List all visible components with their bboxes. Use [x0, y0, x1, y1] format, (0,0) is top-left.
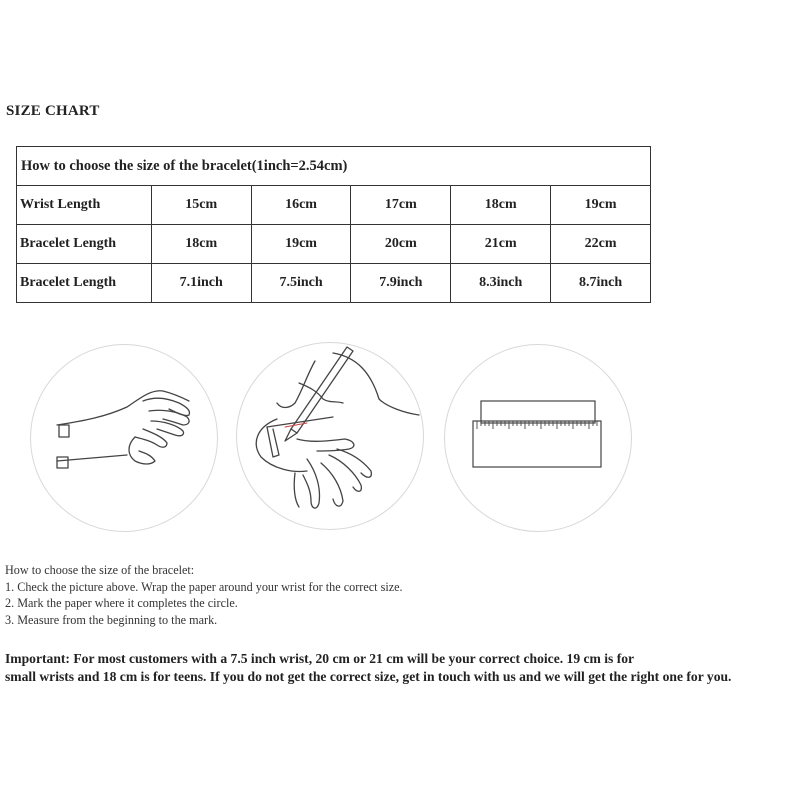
- table-cell: 7.1inch: [151, 264, 251, 303]
- table-cell: 18cm: [451, 186, 551, 225]
- instructions-block: [5, 562, 403, 628]
- page-title: SIZE CHART: [6, 103, 100, 119]
- table-row: [17, 186, 651, 225]
- instruction-step: 2. Mark the paper where it completes the circle.: [5, 596, 238, 610]
- table-cell: 19cm: [551, 186, 651, 225]
- important-note: [5, 650, 795, 686]
- ruler-measure-icon: [444, 344, 632, 532]
- table-cell: 20cm: [351, 225, 451, 264]
- table-cell: 8.3inch: [451, 264, 551, 303]
- instruction-step: 1. Check the picture above. Wrap the paper around your wrist for the correct size.: [5, 579, 403, 594]
- table-cell: 18cm: [151, 225, 251, 264]
- table-header: How to choose the size of the bracelet(1inch=2.54cm): [17, 147, 651, 186]
- table-cell: 7.9inch: [351, 264, 451, 303]
- table-row: [17, 225, 651, 264]
- row-label-bracelet-length-inch: Bracelet Length: [17, 264, 152, 303]
- important-line: small wrists and 18 cm is for teens. If you do not get the correct size, get in touch with us and we will get the right one for you.: [5, 669, 732, 684]
- table-cell: 22cm: [551, 225, 651, 264]
- hand-wrap-paper-icon: [30, 344, 218, 532]
- table-cell: 7.5inch: [251, 264, 351, 303]
- size-chart-table: [16, 146, 651, 303]
- table-cell: 16cm: [251, 186, 351, 225]
- table-cell: 19cm: [251, 225, 351, 264]
- table-cell: 8.7inch: [551, 264, 651, 303]
- row-label-wrist-length: Wrist Length: [17, 186, 152, 225]
- table-cell: 21cm: [451, 225, 551, 264]
- table-cell: 15cm: [151, 186, 251, 225]
- table-cell: 17cm: [351, 186, 451, 225]
- row-label-bracelet-length-cm: Bracelet Length: [17, 225, 152, 264]
- important-line: Important: For most customers with a 7.5 inch wrist, 20 cm or 21 cm will be your correct choice. 19 cm is for: [5, 651, 635, 666]
- hand-mark-pen-icon: [236, 342, 424, 530]
- instruction-step: 3. Measure from the beginning to the mark.: [5, 612, 218, 627]
- table-row: [17, 264, 651, 303]
- table-header-row: [17, 147, 651, 186]
- instructions-heading: How to choose the size of the bracelet:: [5, 563, 195, 577]
